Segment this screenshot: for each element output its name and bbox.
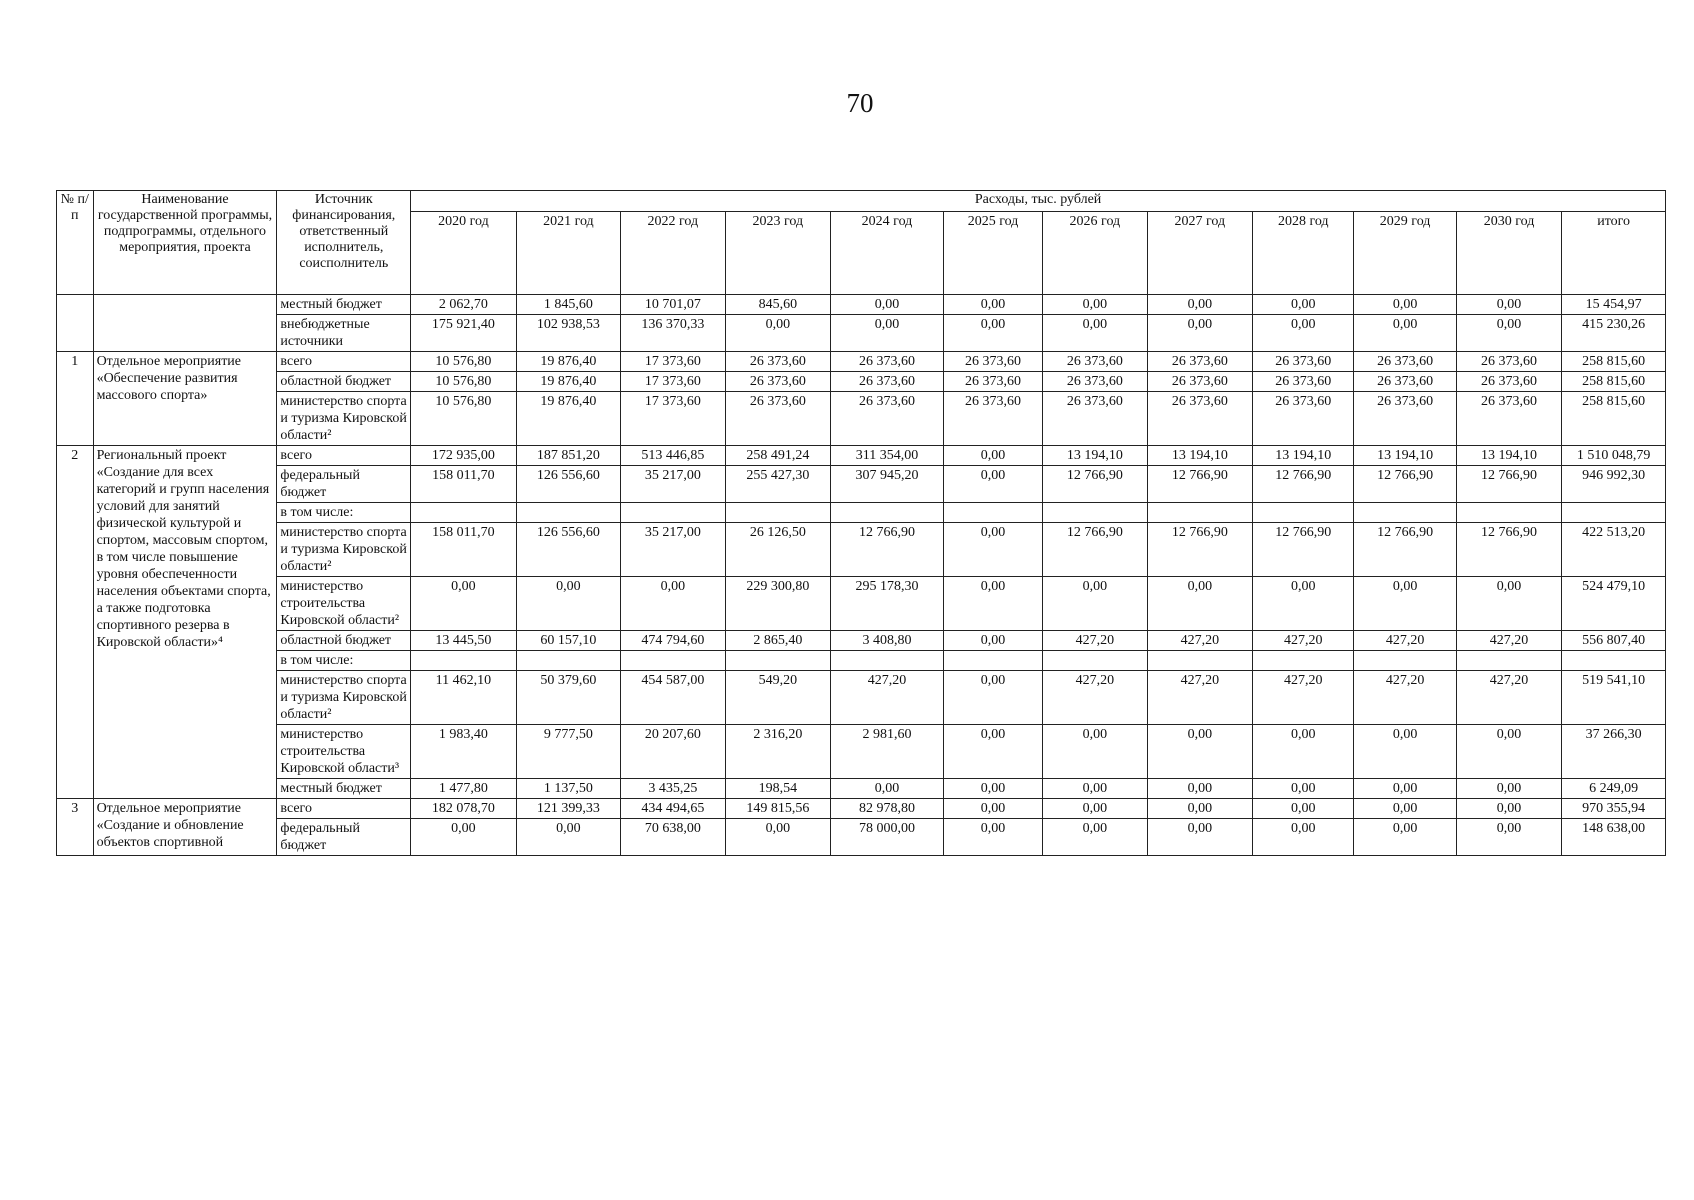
amount-cell: 0,00 xyxy=(1354,295,1456,315)
amount-cell xyxy=(1253,503,1354,523)
amount-cell: 0,00 xyxy=(943,315,1042,352)
funding-source: областной бюджет xyxy=(277,372,411,392)
amount-cell: 519 541,10 xyxy=(1562,671,1666,725)
amount-cell: 427,20 xyxy=(1043,631,1147,651)
amount-cell: 198,54 xyxy=(725,779,831,799)
amount-cell: 0,00 xyxy=(1043,799,1147,819)
table-row xyxy=(57,671,1666,725)
header-year: 2020 год xyxy=(411,212,517,295)
header-year: 2023 год xyxy=(725,212,831,295)
amount-cell: 26 373,60 xyxy=(831,372,944,392)
amount-cell: 0,00 xyxy=(943,466,1042,503)
amount-cell: 10 576,80 xyxy=(411,352,517,372)
amount-cell: 19 876,40 xyxy=(516,352,620,372)
program-name xyxy=(93,295,277,352)
amount-cell: 427,20 xyxy=(1354,631,1456,651)
amount-cell: 26 373,60 xyxy=(1043,392,1147,446)
amount-cell xyxy=(1562,651,1666,671)
amount-cell: 0,00 xyxy=(943,577,1042,631)
amount-cell: 0,00 xyxy=(831,315,944,352)
amount-cell: 258 815,60 xyxy=(1562,372,1666,392)
amount-cell: 82 978,80 xyxy=(831,799,944,819)
budget-table xyxy=(56,190,1666,856)
amount-cell: 37 266,30 xyxy=(1562,725,1666,779)
amount-cell: 26 373,60 xyxy=(1456,352,1562,372)
amount-cell: 427,20 xyxy=(1456,671,1562,725)
amount-cell xyxy=(621,651,725,671)
amount-cell: 26 373,60 xyxy=(1147,392,1253,446)
amount-cell: 0,00 xyxy=(1147,295,1253,315)
amount-cell: 26 373,60 xyxy=(1456,392,1562,446)
amount-cell: 0,00 xyxy=(1253,315,1354,352)
amount-cell: 0,00 xyxy=(1147,315,1253,352)
amount-cell: 0,00 xyxy=(1354,779,1456,799)
header-year: 2029 год xyxy=(1354,212,1456,295)
amount-cell: 0,00 xyxy=(1456,315,1562,352)
amount-cell: 0,00 xyxy=(1253,725,1354,779)
header-year: 2028 год xyxy=(1253,212,1354,295)
amount-cell: 0,00 xyxy=(516,577,620,631)
amount-cell xyxy=(516,651,620,671)
amount-cell: 0,00 xyxy=(831,779,944,799)
amount-cell: 70 638,00 xyxy=(621,819,725,856)
funding-source: областной бюджет xyxy=(277,631,411,651)
amount-cell: 1 477,80 xyxy=(411,779,517,799)
table-row xyxy=(57,819,1666,856)
row-number: 3 xyxy=(57,799,94,856)
amount-cell xyxy=(831,651,944,671)
amount-cell: 26 373,60 xyxy=(1354,392,1456,446)
amount-cell: 845,60 xyxy=(725,295,831,315)
amount-cell: 13 194,10 xyxy=(1253,446,1354,466)
header-expenses: Расходы, тыс. рублей xyxy=(411,191,1666,212)
amount-cell: 258 815,60 xyxy=(1562,352,1666,372)
amount-cell: 13 194,10 xyxy=(1043,446,1147,466)
amount-cell xyxy=(1354,651,1456,671)
amount-cell: 0,00 xyxy=(1354,315,1456,352)
table-row xyxy=(57,392,1666,446)
amount-cell: 26 373,60 xyxy=(1253,352,1354,372)
amount-cell: 12 766,90 xyxy=(1354,523,1456,577)
amount-cell: 26 373,60 xyxy=(725,392,831,446)
amount-cell: 0,00 xyxy=(411,819,517,856)
amount-cell: 0,00 xyxy=(1354,819,1456,856)
amount-cell: 26 373,60 xyxy=(725,352,831,372)
funding-source: министерство спорта и туризма Кировской области² xyxy=(277,671,411,725)
amount-cell: 0,00 xyxy=(1456,799,1562,819)
amount-cell: 126 556,60 xyxy=(516,466,620,503)
amount-cell: 434 494,65 xyxy=(621,799,725,819)
amount-cell: 0,00 xyxy=(1147,577,1253,631)
funding-source: местный бюджет xyxy=(277,295,411,315)
funding-source: министерство спорта и туризма Кировской области² xyxy=(277,523,411,577)
amount-cell: 9 777,50 xyxy=(516,725,620,779)
table-row xyxy=(57,315,1666,352)
amount-cell: 0,00 xyxy=(1456,725,1562,779)
amount-cell: 0,00 xyxy=(621,577,725,631)
header-year: итого xyxy=(1562,212,1666,295)
amount-cell: 0,00 xyxy=(1456,779,1562,799)
page-number: 70 xyxy=(846,88,874,118)
amount-cell: 0,00 xyxy=(1253,295,1354,315)
program-name: Отдельное мероприятие «Обеспечение развития массового спорта» xyxy=(93,352,277,446)
header-num: № п/п xyxy=(57,191,94,295)
amount-cell: 26 373,60 xyxy=(1354,352,1456,372)
table-row xyxy=(57,352,1666,372)
amount-cell: 454 587,00 xyxy=(621,671,725,725)
amount-cell: 0,00 xyxy=(1147,819,1253,856)
amount-cell: 11 462,10 xyxy=(411,671,517,725)
amount-cell: 0,00 xyxy=(725,819,831,856)
funding-source: внебюджетные источники xyxy=(277,315,411,352)
amount-cell: 12 766,90 xyxy=(1043,523,1147,577)
amount-cell: 0,00 xyxy=(1043,315,1147,352)
amount-cell xyxy=(411,503,517,523)
amount-cell: 78 000,00 xyxy=(831,819,944,856)
amount-cell xyxy=(943,651,1042,671)
amount-cell: 10 576,80 xyxy=(411,372,517,392)
amount-cell xyxy=(725,651,831,671)
amount-cell: 0,00 xyxy=(943,819,1042,856)
amount-cell: 19 876,40 xyxy=(516,372,620,392)
amount-cell: 26 373,60 xyxy=(1456,372,1562,392)
amount-cell: 26 373,60 xyxy=(1253,372,1354,392)
table-row xyxy=(57,523,1666,577)
amount-cell: 149 815,56 xyxy=(725,799,831,819)
amount-cell: 26 373,60 xyxy=(831,392,944,446)
amount-cell: 20 207,60 xyxy=(621,725,725,779)
funding-source: федеральный бюджет xyxy=(277,819,411,856)
header-source: Источник финансирования, ответственный исполнитель, соисполнитель xyxy=(277,191,411,295)
amount-cell: 17 373,60 xyxy=(621,352,725,372)
amount-cell: 0,00 xyxy=(1354,799,1456,819)
amount-cell: 15 454,97 xyxy=(1562,295,1666,315)
amount-cell: 0,00 xyxy=(943,779,1042,799)
amount-cell: 0,00 xyxy=(1456,577,1562,631)
amount-cell: 0,00 xyxy=(943,631,1042,651)
funding-source: в том числе: xyxy=(277,503,411,523)
header-year: 2021 год xyxy=(516,212,620,295)
amount-cell: 158 011,70 xyxy=(411,466,517,503)
funding-source: всего xyxy=(277,446,411,466)
amount-cell: 35 217,00 xyxy=(621,523,725,577)
amount-cell: 0,00 xyxy=(1253,779,1354,799)
amount-cell: 35 217,00 xyxy=(621,466,725,503)
amount-cell xyxy=(621,503,725,523)
row-number: 1 xyxy=(57,352,94,446)
table-row xyxy=(57,799,1666,819)
amount-cell: 2 316,20 xyxy=(725,725,831,779)
amount-cell: 26 373,60 xyxy=(943,352,1042,372)
amount-cell xyxy=(516,503,620,523)
table-row xyxy=(57,466,1666,503)
amount-cell: 0,00 xyxy=(831,295,944,315)
amount-cell: 0,00 xyxy=(516,819,620,856)
header-year: 2026 год xyxy=(1043,212,1147,295)
amount-cell: 13 194,10 xyxy=(1354,446,1456,466)
amount-cell: 3 435,25 xyxy=(621,779,725,799)
amount-cell: 136 370,33 xyxy=(621,315,725,352)
amount-cell: 0,00 xyxy=(1253,819,1354,856)
table-row xyxy=(57,631,1666,651)
table-row xyxy=(57,577,1666,631)
amount-cell: 26 373,60 xyxy=(1253,392,1354,446)
amount-cell: 12 766,90 xyxy=(831,523,944,577)
amount-cell: 1 510 048,79 xyxy=(1562,446,1666,466)
amount-cell: 17 373,60 xyxy=(621,392,725,446)
amount-cell: 524 479,10 xyxy=(1562,577,1666,631)
amount-cell: 126 556,60 xyxy=(516,523,620,577)
amount-cell: 2 062,70 xyxy=(411,295,517,315)
amount-cell xyxy=(1253,651,1354,671)
amount-cell: 255 427,30 xyxy=(725,466,831,503)
table-row xyxy=(57,779,1666,799)
amount-cell: 258 491,24 xyxy=(725,446,831,466)
amount-cell: 26 373,60 xyxy=(1354,372,1456,392)
header-year: 2025 год xyxy=(943,212,1042,295)
amount-cell: 0,00 xyxy=(1253,577,1354,631)
amount-cell: 12 766,90 xyxy=(1043,466,1147,503)
amount-cell: 970 355,94 xyxy=(1562,799,1666,819)
amount-cell: 0,00 xyxy=(1354,725,1456,779)
amount-cell: 427,20 xyxy=(1043,671,1147,725)
amount-cell: 0,00 xyxy=(943,523,1042,577)
header-year: 2030 год xyxy=(1456,212,1562,295)
amount-cell xyxy=(1147,503,1253,523)
row-number xyxy=(57,295,94,352)
table-row xyxy=(57,295,1666,315)
amount-cell: 13 194,10 xyxy=(1147,446,1253,466)
amount-cell: 3 408,80 xyxy=(831,631,944,651)
table-row xyxy=(57,372,1666,392)
amount-cell: 415 230,26 xyxy=(1562,315,1666,352)
amount-cell: 1 137,50 xyxy=(516,779,620,799)
amount-cell: 0,00 xyxy=(943,446,1042,466)
amount-cell: 172 935,00 xyxy=(411,446,517,466)
amount-cell xyxy=(943,503,1042,523)
amount-cell: 187 851,20 xyxy=(516,446,620,466)
funding-source: в том числе: xyxy=(277,651,411,671)
amount-cell xyxy=(1354,503,1456,523)
amount-cell: 121 399,33 xyxy=(516,799,620,819)
amount-cell: 946 992,30 xyxy=(1562,466,1666,503)
amount-cell: 158 011,70 xyxy=(411,523,517,577)
amount-cell: 1 845,60 xyxy=(516,295,620,315)
header-year: 2027 год xyxy=(1147,212,1253,295)
amount-cell: 10 576,80 xyxy=(411,392,517,446)
amount-cell: 0,00 xyxy=(1456,295,1562,315)
program-name: Отдельное мероприятие «Создание и обновление объектов спортивной xyxy=(93,799,277,856)
funding-source: министерство строительства Кировской области² xyxy=(277,577,411,631)
table-row xyxy=(57,503,1666,523)
amount-cell: 175 921,40 xyxy=(411,315,517,352)
amount-cell: 102 938,53 xyxy=(516,315,620,352)
amount-cell: 12 766,90 xyxy=(1354,466,1456,503)
amount-cell: 311 354,00 xyxy=(831,446,944,466)
amount-cell: 0,00 xyxy=(1043,819,1147,856)
table-row xyxy=(57,446,1666,466)
amount-cell: 427,20 xyxy=(1354,671,1456,725)
amount-cell: 1 983,40 xyxy=(411,725,517,779)
amount-cell: 0,00 xyxy=(725,315,831,352)
funding-source: министерство спорта и туризма Кировской области² xyxy=(277,392,411,446)
row-number: 2 xyxy=(57,446,94,799)
amount-cell xyxy=(1456,651,1562,671)
amount-cell xyxy=(1562,503,1666,523)
amount-cell xyxy=(1456,503,1562,523)
amount-cell: 26 126,50 xyxy=(725,523,831,577)
amount-cell: 0,00 xyxy=(1147,725,1253,779)
amount-cell: 182 078,70 xyxy=(411,799,517,819)
amount-cell: 229 300,80 xyxy=(725,577,831,631)
amount-cell: 50 379,60 xyxy=(516,671,620,725)
amount-cell: 422 513,20 xyxy=(1562,523,1666,577)
amount-cell: 427,20 xyxy=(1147,671,1253,725)
amount-cell: 26 373,60 xyxy=(943,372,1042,392)
amount-cell: 258 815,60 xyxy=(1562,392,1666,446)
amount-cell: 26 373,60 xyxy=(1147,352,1253,372)
amount-cell: 427,20 xyxy=(1456,631,1562,651)
amount-cell: 556 807,40 xyxy=(1562,631,1666,651)
amount-cell: 13 445,50 xyxy=(411,631,517,651)
amount-cell: 13 194,10 xyxy=(1456,446,1562,466)
amount-cell: 26 373,60 xyxy=(1043,352,1147,372)
amount-cell xyxy=(725,503,831,523)
amount-cell: 0,00 xyxy=(1043,725,1147,779)
amount-cell: 427,20 xyxy=(1253,631,1354,651)
amount-cell: 10 701,07 xyxy=(621,295,725,315)
amount-cell: 26 373,60 xyxy=(1147,372,1253,392)
amount-cell: 0,00 xyxy=(1354,577,1456,631)
amount-cell: 6 249,09 xyxy=(1562,779,1666,799)
amount-cell: 0,00 xyxy=(943,725,1042,779)
amount-cell: 12 766,90 xyxy=(1253,523,1354,577)
amount-cell: 26 373,60 xyxy=(831,352,944,372)
amount-cell: 26 373,60 xyxy=(943,392,1042,446)
amount-cell: 0,00 xyxy=(411,577,517,631)
amount-cell: 427,20 xyxy=(1253,671,1354,725)
amount-cell: 12 766,90 xyxy=(1456,466,1562,503)
amount-cell: 0,00 xyxy=(1043,779,1147,799)
amount-cell xyxy=(1043,503,1147,523)
amount-cell: 513 446,85 xyxy=(621,446,725,466)
amount-cell: 2 865,40 xyxy=(725,631,831,651)
amount-cell: 12 766,90 xyxy=(1147,523,1253,577)
amount-cell: 474 794,60 xyxy=(621,631,725,651)
amount-cell: 0,00 xyxy=(1147,799,1253,819)
amount-cell: 427,20 xyxy=(831,671,944,725)
amount-cell xyxy=(411,651,517,671)
amount-cell: 0,00 xyxy=(1253,799,1354,819)
funding-source: всего xyxy=(277,352,411,372)
amount-cell xyxy=(1043,651,1147,671)
amount-cell: 19 876,40 xyxy=(516,392,620,446)
funding-source: федеральный бюджет xyxy=(277,466,411,503)
amount-cell: 60 157,10 xyxy=(516,631,620,651)
amount-cell: 307 945,20 xyxy=(831,466,944,503)
amount-cell xyxy=(1147,651,1253,671)
amount-cell: 427,20 xyxy=(1147,631,1253,651)
amount-cell: 0,00 xyxy=(1147,779,1253,799)
program-name: Региональный проект «Создание для всех категорий и групп населения условий для занятий физической культурой и спортом, массовым спортом, в том числе повышение уровня обеспеченности населения объектами спорта, а также подготовка спортивного резерва в Кировской области»⁴ xyxy=(93,446,277,799)
amount-cell xyxy=(831,503,944,523)
amount-cell: 0,00 xyxy=(943,671,1042,725)
amount-cell: 295 178,30 xyxy=(831,577,944,631)
amount-cell: 12 766,90 xyxy=(1147,466,1253,503)
header-year: 2024 год xyxy=(831,212,944,295)
amount-cell: 0,00 xyxy=(943,295,1042,315)
funding-source: местный бюджет xyxy=(277,779,411,799)
funding-source: министерство строительства Кировской области³ xyxy=(277,725,411,779)
table-row xyxy=(57,651,1666,671)
amount-cell: 0,00 xyxy=(1043,295,1147,315)
amount-cell: 12 766,90 xyxy=(1253,466,1354,503)
table-row xyxy=(57,725,1666,779)
amount-cell: 549,20 xyxy=(725,671,831,725)
amount-cell: 26 373,60 xyxy=(1043,372,1147,392)
amount-cell: 0,00 xyxy=(943,799,1042,819)
amount-cell: 17 373,60 xyxy=(621,372,725,392)
amount-cell: 2 981,60 xyxy=(831,725,944,779)
amount-cell: 12 766,90 xyxy=(1456,523,1562,577)
header-name: Наименование государственной программы, подпрограммы, отдельного мероприятия, проекта xyxy=(93,191,277,295)
amount-cell: 148 638,00 xyxy=(1562,819,1666,856)
amount-cell: 0,00 xyxy=(1043,577,1147,631)
amount-cell: 0,00 xyxy=(1456,819,1562,856)
header-year: 2022 год xyxy=(621,212,725,295)
funding-source: всего xyxy=(277,799,411,819)
amount-cell: 26 373,60 xyxy=(725,372,831,392)
